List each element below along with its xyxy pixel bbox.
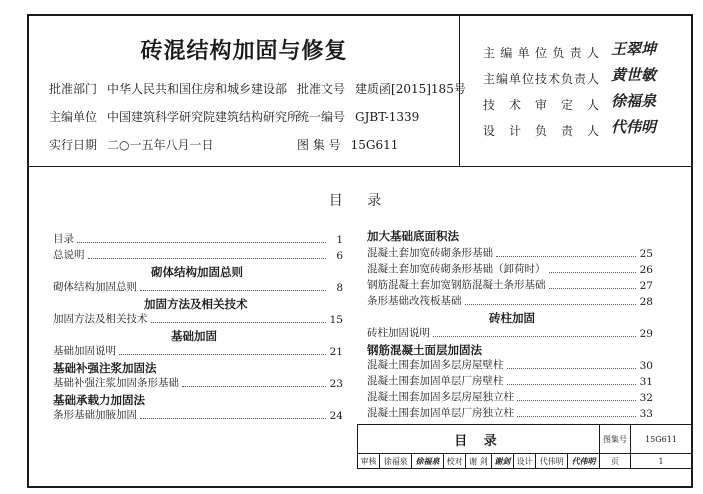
leader-dots <box>496 256 636 257</box>
signoff-signature: 徐福泉 <box>412 454 444 469</box>
toc-item-page: 28 <box>639 296 653 308</box>
toc-section: 基础承载力加固法 <box>53 393 145 407</box>
sheet-title: 目 录 <box>358 425 600 454</box>
toc-item[interactable] <box>53 344 343 358</box>
signoff-role: 校对 <box>443 454 465 469</box>
header-divider <box>459 16 460 166</box>
atlas-no-value: 15G611 <box>631 425 692 454</box>
leader-dots <box>433 336 636 337</box>
toc-item-label: 基础加固说明 <box>53 345 116 357</box>
toc-item-page: 8 <box>336 282 343 294</box>
info-value: GJBT-1339 <box>355 110 420 124</box>
toc-item-page: 31 <box>639 376 653 388</box>
toc-section: 砌体结构加固总则 <box>151 265 243 279</box>
toc-item-label: 混凝土套加宽砖砌条形基础 <box>367 247 493 259</box>
toc-item-label: 加固方法及相关技术 <box>53 313 148 325</box>
info-value: 15G611 <box>350 138 399 152</box>
toc-item[interactable] <box>53 408 343 422</box>
atlas-title: 砖混结构加固与修复 <box>140 39 348 64</box>
leader-dots <box>77 242 326 243</box>
toc-item-page: 32 <box>639 392 653 404</box>
info-chief-unit <box>49 108 299 125</box>
resp-role: 技术审定人 <box>483 98 599 112</box>
toc-section: 砖柱加固 <box>489 311 535 325</box>
leader-dots <box>507 384 637 385</box>
toc-item-label: 基础补强注浆加固条形基础 <box>53 377 179 389</box>
signoff-signature: 谢剑 <box>491 454 513 469</box>
drawing-frame <box>27 14 693 488</box>
info-approval-dept <box>49 80 287 97</box>
leader-dots <box>465 304 637 305</box>
signoff-name: 代伟明 <box>536 454 568 469</box>
toc-item-label: 砖柱加固说明 <box>367 327 430 339</box>
toc-section: 基础补强注浆加固法 <box>53 361 157 375</box>
toc-item[interactable] <box>367 262 653 276</box>
signature-3: 徐福泉 <box>611 92 657 110</box>
toc-item[interactable] <box>53 312 343 326</box>
info-effective-date <box>49 136 214 153</box>
toc-item-page: 29 <box>639 328 653 340</box>
toc-item-page: 30 <box>639 360 653 372</box>
resp-design-head <box>483 122 599 139</box>
resp-role: 主编单位技术负责人 <box>483 72 599 86</box>
info-label: 实行日期 <box>49 138 98 152</box>
toc-item[interactable] <box>367 326 653 340</box>
leader-dots <box>140 290 326 291</box>
signoff-role: 设计 <box>514 454 536 469</box>
signature-2: 黄世敏 <box>611 66 657 84</box>
info-label: 统一编号 <box>297 110 346 124</box>
toc-item-label: 混凝土围套加固单层厂房壁柱 <box>367 375 504 387</box>
resp-chief-unit-head <box>483 44 599 61</box>
signoff-name: 徐福泉 <box>380 454 412 469</box>
toc-section: 加大基础底面积法 <box>367 229 459 243</box>
toc-item-label: 混凝土围套加固单层厂房独立柱 <box>367 407 514 419</box>
toc-item-page: 25 <box>639 248 653 260</box>
toc-item-page: 23 <box>329 378 343 390</box>
toc-title: 目 录 <box>328 193 392 209</box>
toc-section: 加固方法及相关技术 <box>144 297 248 311</box>
info-atlas-no <box>297 136 398 153</box>
info-label: 图 集 号 <box>297 138 341 152</box>
leader-dots <box>517 416 636 417</box>
toc-item-page: 21 <box>329 346 343 358</box>
toc-item-label: 砌体结构加固总则 <box>53 281 137 293</box>
leader-dots <box>88 258 327 259</box>
info-label: 批准部门 <box>49 82 98 96</box>
toc-item-label: 条形基础加腋加固 <box>53 409 137 421</box>
info-value: 建质函[2015]185号 <box>355 82 466 96</box>
page-number: 1 <box>631 454 692 469</box>
toc-item[interactable] <box>53 248 343 262</box>
toc-section: 钢筋混凝土面层加固法 <box>367 343 482 357</box>
toc-item-page: 15 <box>329 314 343 326</box>
leader-dots <box>151 322 327 323</box>
toc-item[interactable] <box>53 280 343 294</box>
header-left <box>29 16 466 166</box>
signature-1: 王翠坤 <box>611 40 657 58</box>
info-value: 中华人民共和国住房和城乡建设部 <box>107 82 288 96</box>
toc-item-page: 24 <box>329 410 343 422</box>
toc-item[interactable] <box>367 406 653 420</box>
toc-item-page: 6 <box>336 250 343 262</box>
toc-item[interactable] <box>53 232 343 246</box>
toc-section: 基础加固 <box>171 329 217 343</box>
info-approval-no <box>297 80 466 97</box>
toc-item-page: 1 <box>336 234 343 246</box>
toc-item-label: 混凝土套加宽砖砌条形基础（卸荷时） <box>367 263 546 275</box>
resp-tech-head <box>483 70 599 87</box>
atlas-no-label: 图集号 <box>600 425 631 454</box>
toc-item[interactable] <box>367 246 653 260</box>
toc-item[interactable] <box>53 376 343 390</box>
leader-dots <box>182 386 326 387</box>
header-block <box>29 16 691 167</box>
toc-item[interactable] <box>367 278 653 292</box>
info-unified-no <box>297 108 419 125</box>
toc-item-page: 26 <box>639 264 653 276</box>
toc-item-page: 27 <box>639 280 653 292</box>
leader-dots <box>517 400 636 401</box>
title-block <box>357 424 692 486</box>
toc-item-label: 目录 <box>53 233 74 245</box>
resp-role: 主编单位负责人 <box>483 46 599 60</box>
toc-item-label: 钢筋混凝土套加宽钢筋混凝土条形基础 <box>367 279 546 291</box>
signoff-role: 审核 <box>358 454 380 469</box>
leader-dots <box>507 368 637 369</box>
signoff-name: 谢 剑 <box>466 454 491 469</box>
title-block-table <box>357 424 692 469</box>
toc-item-page: 33 <box>639 408 653 420</box>
leader-dots <box>549 272 637 273</box>
signature-4: 代伟明 <box>611 118 657 136</box>
signoff-signature: 代伟明 <box>568 454 600 469</box>
info-label: 批准文号 <box>297 82 346 96</box>
leader-dots <box>140 418 326 419</box>
toc-item[interactable] <box>367 358 653 372</box>
toc-item-label: 混凝土围套加固多层房屋独立柱 <box>367 391 514 403</box>
info-label: 主编单位 <box>49 110 98 124</box>
toc-item[interactable] <box>367 390 653 404</box>
resp-tech-reviewer <box>483 96 599 113</box>
toc-item-label: 总说明 <box>53 249 85 261</box>
leader-dots <box>119 354 326 355</box>
toc-item[interactable] <box>367 374 653 388</box>
resp-role: 设计负责人 <box>483 124 599 138</box>
info-value: 二○一五年八月一日 <box>107 138 214 152</box>
page-label: 页 <box>600 454 631 469</box>
info-value: 中国建筑科学研究院建筑结构研究所 <box>107 110 300 124</box>
toc-item-label: 条形基础改筏板基础 <box>367 295 462 307</box>
toc-item-label: 混凝土围套加固多层房屋壁柱 <box>367 359 504 371</box>
toc-item[interactable] <box>367 294 653 308</box>
leader-dots <box>549 288 637 289</box>
